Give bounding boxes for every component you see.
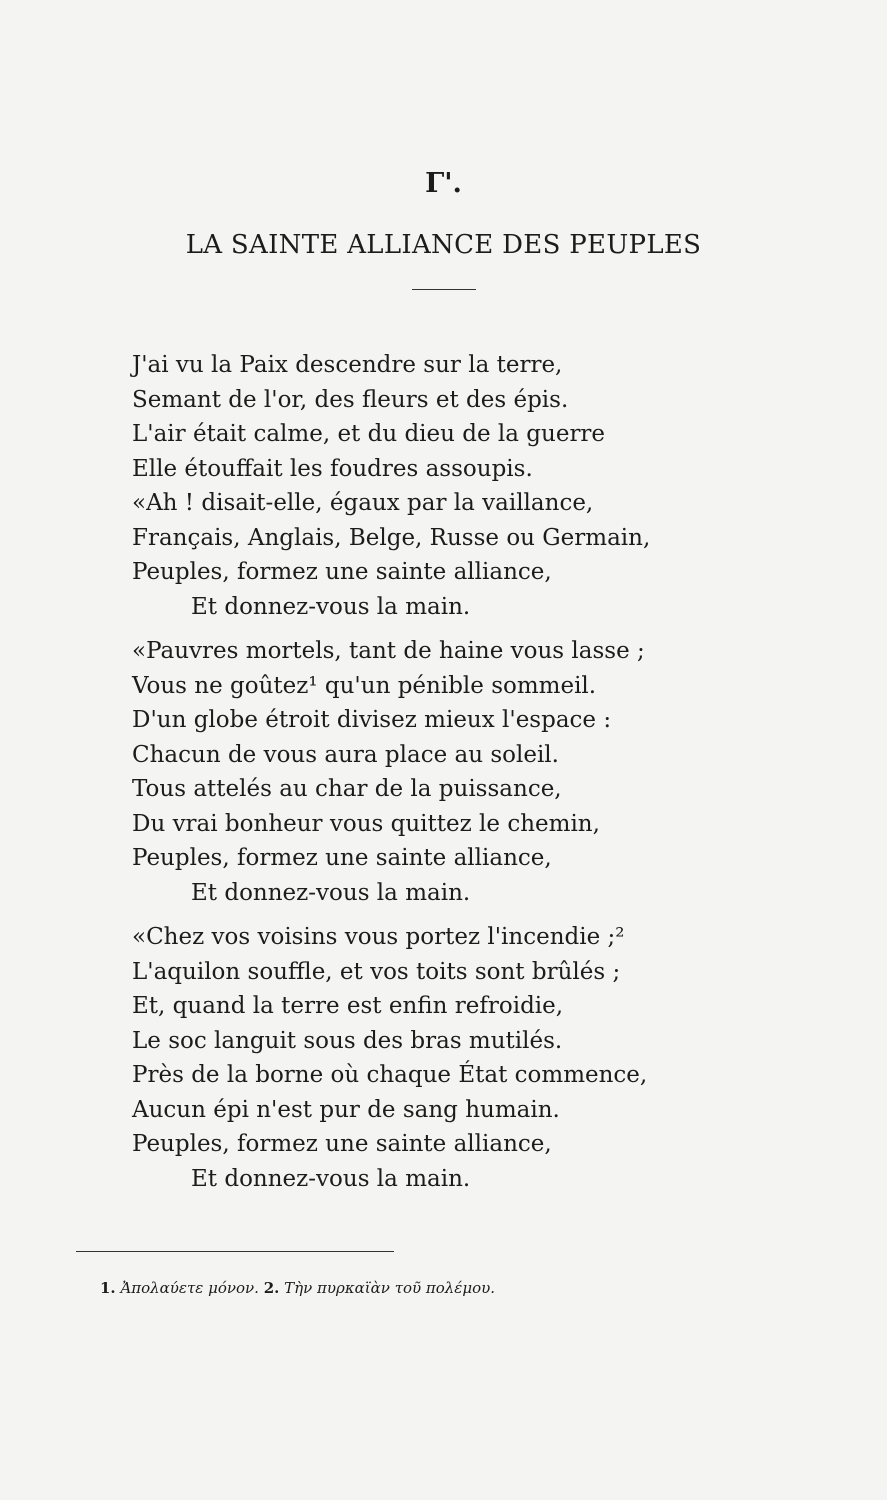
footnote-number: 1. <box>100 1279 116 1297</box>
footnote-text: Ἀπολαύετε μόνον. <box>120 1279 259 1297</box>
verse-line: Français, Anglais, Belge, Russe ou Germain, <box>132 524 651 551</box>
verse-line: «Chez vos voisins vous portez l'incendie ;² <box>132 924 625 950</box>
footnote-divider <box>76 1251 394 1252</box>
stanza-1 <box>132 348 832 624</box>
verse-line: Elle étouffait les foudres assoupis. <box>132 455 533 482</box>
verse-line: D'un globe étroit divisez mieux l'espace : <box>132 707 612 733</box>
verse-line: L'aquilon souffle, et vos toits sont brûlés ; <box>132 958 621 985</box>
poem-title: LA SAINTE ALLIANCE DES PEUPLES <box>185 230 702 260</box>
verse-line: Semant de l'or, des fleurs et des épis. <box>132 386 569 413</box>
verse-line: Chacun de vous aura place au soleil. <box>132 741 559 768</box>
title-divider <box>412 289 476 290</box>
stanza-3 <box>132 920 832 1196</box>
poem-body <box>132 348 832 1206</box>
stanza-2 <box>132 634 832 910</box>
verse-line: Peuples, formez une sainte alliance, <box>132 845 552 871</box>
section-number: Γ'. <box>425 168 462 199</box>
verse-line: «Pauvres mortels, tant de haine vous lasse ; <box>132 638 645 664</box>
verse-line: L'air était calme, et du dieu de la guerre <box>132 421 606 447</box>
refrain-line: Et donnez-vous la main. <box>191 1165 471 1192</box>
verse-line: Le soc languit sous des bras mutilés. <box>132 1027 563 1054</box>
footnotes <box>100 1279 495 1297</box>
verse-line: Peuples, formez une sainte alliance, <box>132 1131 552 1157</box>
verse-line: Près de la borne où chaque État commence, <box>132 1062 648 1088</box>
footnote-text: Τὴν πυρκαϊὰν τοῦ πολέμου. <box>284 1279 496 1297</box>
refrain-line: Et donnez-vous la main. <box>191 593 471 620</box>
verse-line: Et, quand la terre est enfin refroidie, <box>132 993 564 1019</box>
verse-line: Vous ne goûtez¹ qu'un pénible sommeil. <box>132 672 597 699</box>
verse-line: «Ah ! disait-elle, égaux par la vaillance, <box>132 490 594 516</box>
verse-line: J'ai vu la Paix descendre sur la terre, <box>132 352 563 378</box>
verse-line: Tous attelés au char de la puissance, <box>132 776 562 802</box>
verse-line: Aucun épi n'est pur de sang humain. <box>132 1096 560 1123</box>
refrain-line: Et donnez-vous la main. <box>191 879 471 906</box>
verse-line: Du vrai bonheur vous quittez le chemin, <box>132 810 600 837</box>
footnote-number: 2. <box>263 1279 280 1297</box>
verse-line: Peuples, formez une sainte alliance, <box>132 559 552 585</box>
